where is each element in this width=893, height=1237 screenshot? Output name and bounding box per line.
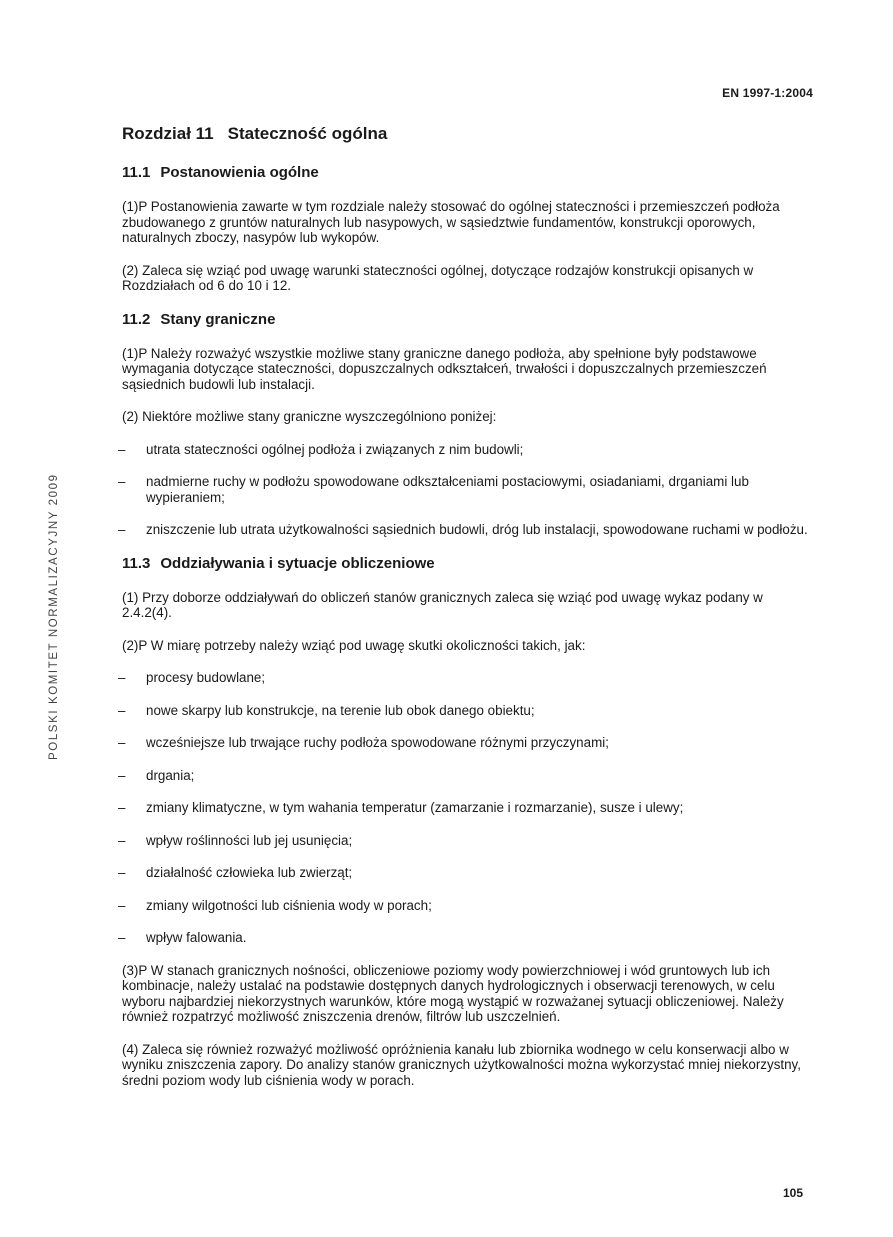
page-content [118,124,808,1105]
list-item-text: zmiany wilgotności lub ciśnienia wody w porach; [146,897,432,913]
list-item [118,474,808,505]
list-item [118,522,808,538]
list-item [118,800,808,816]
paragraph: (1)P Należy rozważyć wszystkie możliwe stany graniczne danego podłoża, aby spełnione były podstawowe wymagania dotyczące stateczności, dopuszczalnych odkształceń, trwałości i dopuszczalnych przemieszczeń sąsiednich budowli lub instalacji. [122,345,767,392]
list-item-text: nowe skarpy lub konstrukcje, na terenie lub obok danego obiektu; [146,702,535,718]
dash-bullet: – [118,930,126,945]
list-item [118,442,808,458]
list-item [118,768,808,784]
section-heading [122,555,808,573]
list-item [118,930,808,946]
paragraph: (1)P Postanowienia zawarte w tym rozdziale należy stosować do ogólnej stateczności i przemieszczeń podłoża zbudowanego z gruntów naturalnych lub nasypowych, w sąsiedztwie fundamentów, konstrukcji oporowych, naturalnych zboczy, nasypów lub wykopów. [122,199,780,245]
list-item-text: utrata stateczności ogólnej podłoża i związanych z nim budowli; [146,441,524,457]
dash-bullet: – [118,735,126,750]
list-item [118,833,808,849]
dash-bullet: – [118,800,126,815]
section-heading [122,164,808,182]
paragraph: (2) Niektóre możliwe stany graniczne wyszczególniono poniżej: [122,409,497,424]
list-item-text: wpływ falowania. [146,930,247,945]
list-item-text: zmiany klimatyczne, w tym wahania temperatur (zamarzanie i rozmarzanie), susze i ulewy; [146,800,684,815]
dash-bullet: – [118,522,126,537]
section-title: Postanowienia ogólne [160,164,319,181]
list-item-text: działalność człowieka lub zwierząt; [146,865,353,880]
dash-bullet: – [118,767,126,783]
section-number: 11.2 [122,310,151,328]
sections-container [118,164,808,1088]
dash-bullet: – [118,474,126,489]
section-title: Oddziaływania i sytuacje obliczeniowe [160,554,435,572]
list-item-text: procesy budowlane; [146,670,266,685]
list-item [118,670,808,686]
page-number: 105 [782,1186,803,1200]
dash-list [118,670,808,946]
dash-bullet: – [118,897,126,913]
document-code: EN 1997-1:2004 [722,86,813,100]
paragraph: (2)P W miarę potrzeby należy wziąć pod uwagę skutki okoliczności takich, jak: [122,637,586,653]
section-heading [122,311,808,329]
list-item [118,703,808,719]
list-item-text: zniszczenie lub utrata użytkowalności sąsiednich budowli, dróg lub instalacji, spowodowane ruchami w podłożu. [146,522,808,537]
chapter-title: Stateczność ogólna [227,124,388,143]
paragraph: (2) Zaleca się wziąć pod uwagę warunki stateczności ogólnej, dotyczące rodzajów konstrukcji opisanych w Rozdziałach od 6 do 10 i 12. [122,262,754,293]
dash-bullet: – [118,832,126,848]
dash-bullet: – [118,865,126,880]
section-title: Stany graniczne [160,310,276,328]
dash-bullet: – [118,670,126,685]
chapter-label: Rozdział 11 [122,124,214,143]
dash-bullet: – [118,441,126,457]
list-item-text: drgania; [146,767,195,783]
section-number: 11.3 [122,554,151,572]
list-item-text: wpływ roślinności lub jej usunięcia; [146,832,353,848]
list-item [118,735,808,751]
list-item [118,865,808,881]
paragraph: (1) Przy doborze oddziaływań do obliczeń stanów granicznych zaleca się wziąć pod uwagę wykaz podany w 2.4.2(4). [122,589,763,620]
paragraph: (4) Zaleca się również rozważyć możliwość opróżnienia kanału lub zbiornika wodnego w celu konserwacji albo w wyniku zniszczenia zapory. Do analizy stanów granicznych użytkowalności można wykorzystać mniej niekorzystny, średni poziom wody lub ciśnienia wody w porach. [122,1041,801,1088]
paragraph: (3)P W stanach granicznych nośności, obliczeniowe poziomy wody powierzchniowej i wód gruntowych lub ich kombinacje, należy ustalać na podstawie dostępnych danych hydrologicznych i obserwacji terenowych, w celu wyboru najbardziej niekorzystnych warunków, które mogą wystąpić w rozważanej sytuacji obliczeniowej. Należy również rozpatrzyć możliwość zniszczenia drenów, filtrów lub uszczelnień. [122,962,784,1024]
list-item-text: wcześniejsze lub trwające ruchy podłoża spowodowane różnymi przyczynami; [146,735,609,750]
dash-list [118,442,808,538]
dash-bullet: – [118,702,126,718]
list-item [118,898,808,914]
list-item-text: nadmierne ruchy w podłożu spowodowane odkształceniami postaciowymi, osiadaniami, drganiami lub wypieraniem; [146,474,749,505]
chapter-heading [122,124,808,144]
side-watermark-text: POLSKI KOMITET NORMALIZACYJNY 2009 [48,473,60,760]
section-number: 11.1 [122,164,151,181]
